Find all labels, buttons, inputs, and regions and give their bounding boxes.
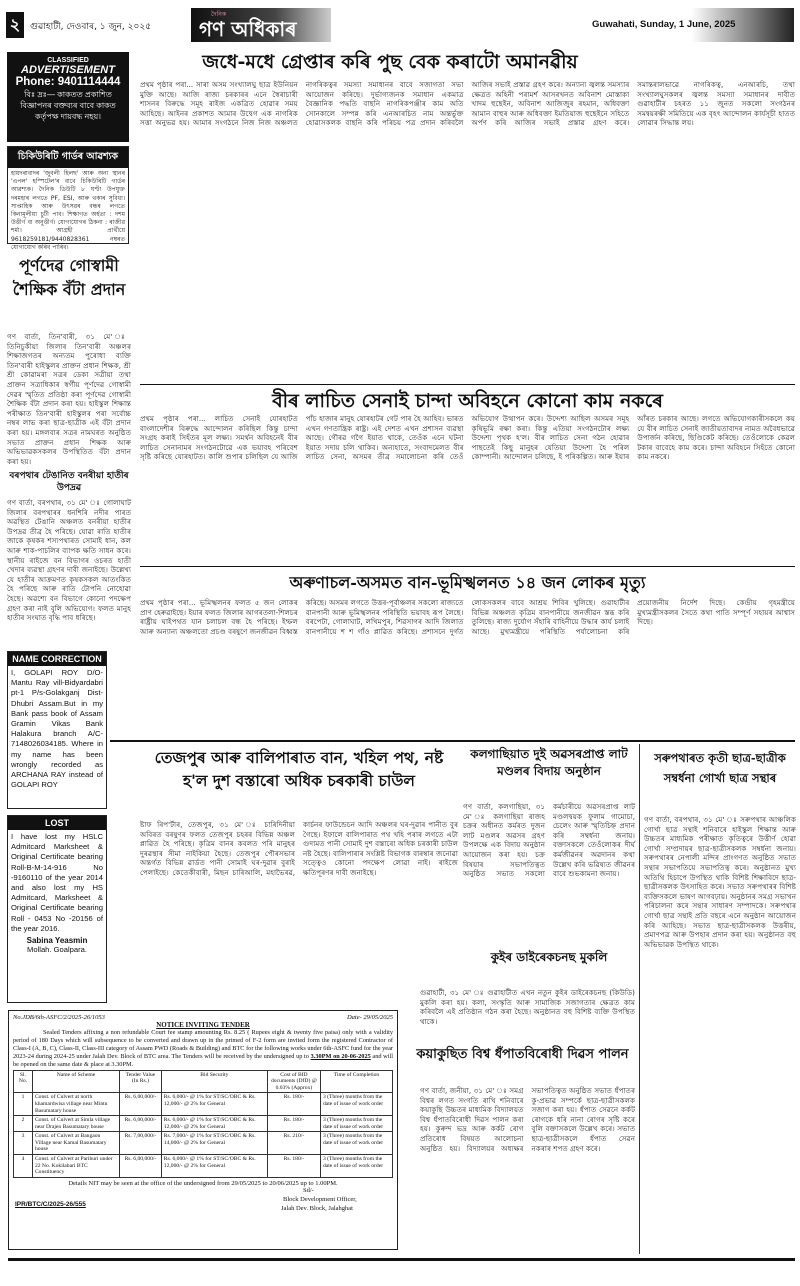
- tender-cell: 3 (Three) months from the date of issue of work order: [320, 1155, 392, 1178]
- headline-tezpur: তেজপুৰ আৰু বালিপাৰাত বান, খহিল পথ, নষ্ট হ'ল দুশ বস্তাৰো অধিক চৰকাৰী চাউল: [154, 748, 444, 790]
- classified-label: CLASSIFIED: [47, 57, 89, 64]
- tender-cell: Rs. 180/-: [267, 1093, 320, 1116]
- tender-officer: Block Development Officer,: [283, 1195, 357, 1203]
- date-english: Guwahati, Sunday, 1 June, 2025: [592, 19, 736, 30]
- divider: [110, 740, 795, 742]
- classified-phone: Phone: 9401114444: [15, 76, 121, 88]
- tender-cell: Rs. 6,00,000/-: [120, 1093, 162, 1116]
- lost-name: Sabina Yeasmin: [26, 936, 88, 946]
- article-borpathar: গণ বাৰ্তা, বৰপথাৰ, ৩১ মে' ঃ গোলাঘাট জিলাৰ বৰপথাৰৰ ধনশিৰি নদীৰ পাৰত অৱস্থিত টেঙানি অঞ্চলত বনৰীয়া হাতীৰ উপদ্ৰৱ তীব্ৰ হৈ পৰিছে। যোৱা ৰাতি হাতীৰ জাকে কৃষকৰ শস্যপথাৰত সোমাই ধান, কল আৰু শাক-পাচলিৰ ব্যাপক ক্ষতি সাধন কৰে। স্থানীয় ৰাইজে বন বিভাগৰ ওচৰত হাতী খেদাৰ ব্যৱস্থা গ্ৰহণৰ দাবী জনাইছে। উল্লেখ্য যে হাতীৰ আক্ৰমণত কৃষকসকল আতংকিত হৈ পৰিছে আৰু ৰাতি টোপনি নোহোৱা হৈছে। অৱশ্যে বন বিভাগে কোনো পদক্ষেপ গ্ৰহণ কৰা নাই বুলি অভিযোগ। ফলত মানুহ হাতীৰ সংঘাত বৃদ্ধি পাব ধৰিছে।: [7, 498, 131, 623]
- name-correction-body: I, GOLAPI ROY D/O-Mantu Ray vill-Bidyardabri pt-1 P/s-Golakganj Dist-Dhubri Assam.But in my Bank pass book of Assam Gramin Vikas Bank Halakura branch A/C-7148026034185. Where in my name has been wrongly recorded as ARCHANA RAY instead of GOLAPI ROY: [11, 668, 103, 790]
- tender-cell: 3 (Three) months from the date of issue of work order: [320, 1132, 392, 1155]
- article-directions: গুৱাহাটী, ৩১ মে' ঃ গুৱাহাটীত এখন নতুন কুইৰ ডাইৰেকচনছ (কিউডি) মুকলি কৰা হয়। কলা, সংস্কৃতি আৰু সামাজিক সজাগতাৰ ক্ষেত্ৰত কাম কৰিবলৈ এই প্ৰতিষ্ঠান গঠন কৰা হৈছে। অনুষ্ঠানত বহু বিশিষ্ট ব্যক্তি উপস্থিত থাকে।: [420, 988, 635, 1026]
- advertisement-label: ADVERTISEMENT: [21, 64, 115, 76]
- tender-sd: Sd/-: [303, 1186, 314, 1194]
- name-correction-notice: [7, 651, 107, 809]
- security-guard-ad: [7, 146, 129, 251]
- tender-cell: Rs. 6,000/- @ 1% for ST/SC/OBC & Rs. 12,000/- @ 2% for General: [161, 1155, 267, 1178]
- headline-sorupathar: সৰুপথাৰত কৃতী ছাত্ৰ-ছাত্ৰীক সম্বৰ্ধনা গোৰ্খা ছাত্ৰ সন্থাৰ: [654, 751, 786, 785]
- page-number: ২: [6, 12, 24, 38]
- tender-cell: Const. of Culvert at north khamardwisa village near Mintu Basumatary house: [32, 1093, 119, 1116]
- divider: [140, 384, 795, 385]
- tender-row: [14, 1116, 393, 1132]
- headline-lead: জধে-মধে গ্ৰেপ্তাৰ কৰি পুছ বেক কৰাটো অমানৱীয়: [202, 51, 578, 73]
- article-lead: প্ৰথম পৃষ্ঠাৰ পৰা... সাৰা অসম সংখ্যালঘু ছাত্ৰ ইউনিয়ন মুক্তি আছে। আজি ৰাজ্য চৰকাৰৰ এনে স্বৈৰাচাৰী শাসনৰ বিৰুদ্ধে সমূহ ৰাইজ একত্ৰিত হোৱাৰ সময় আহিছে। আইনৰ প্ৰকাশত আমাৰ উদ্বেগ এক নাগৰিক সত্তা অনুভৱ হয়। আমাৰ সংগঠনে নিজ নিজ অঞ্চলত নাগৰিকত্বৰ সমস্যা সমাধানৰ বাবে সজাগতা সভা আয়োজন কৰিছে। দুৰ্ভাগ্যজনক সমাধান একমাত্ৰ বৈজ্ঞানিক পদ্ধতি বাছনি নাগৰিকপঞ্জীৰ কাম অতি সোনকালে সম্পন্ন কৰি এনআৰচিত নাম অন্তৰ্ভুক্ত হোৱাসকলক বাছনি কৰি পৰিচয় পত্ৰ প্ৰদান কৰিবলৈ আজিৰ সভাই প্ৰস্তাৱ গ্ৰহণ কৰে। অন্যান্য জ্বলন্ত সমস্যাৰ ক্ষেত্ৰত অহিনী পৰামৰ্শ আসৰখনত অবিনাশ মোস্তাকা খাদম হুছেইন, অবিনাশ আজিজুৰ ৰহমান, অধিবক্তা আমান বাহুৰ আৰু অধিবক্তা ইমতিয়াজ হুছেইনে সহিতে অৰ্পণ কৰি আজিৰ সভাই প্ৰস্তাৱ গ্ৰহণ কৰে। সমান্তৰালভাৱে নাগৰিকত্ব, এনআৰচি, তথা সংখ্যালঘুসকলৰ জ্বলন্ত সমস্যা সমাধানৰ দাবীত গুৱাহাটীৰ চহৰত ১১ জুনত সকলো সংগঠনৰ সমন্বয়ৰক্ষী সমিতিয়ে এক বৃহৎ আন্দোলন কাৰ্যসূচী হাতত লোৱাৰ সিদ্ধান্ত লয়।: [140, 80, 795, 128]
- divider: [140, 566, 795, 567]
- tender-col-header: Time of Completion: [320, 1070, 392, 1093]
- headline-directions: কুইৰ ডাইৰেকচনছ মুকলি: [490, 950, 608, 964]
- article-sorupathar: গণ বাৰ্তা, বৰপথাৰ, ৩১ মে' ঃ সৰুপথাৰ আঞ্চলিক গোৰ্খা ছাত্ৰ সন্থাই শনিবাৰে হাইস্কুল শিক্ষান্ত আৰু উচ্চতৰ মাধ্যমিক পৰীক্ষাত কৃতিত্বৰে উত্তীৰ্ণ হোৱা গোৰ্খা সম্প্ৰদায়ৰ ছাত্ৰ-ছাত্ৰীসকলক সম্বৰ্ধনা জনায়। সৰুপথাৰৰ নেপালী মন্দিৰ প্ৰাংগণত অনুষ্ঠিত সভাত সন্থাৰ সভাপতিয়ে সভাপতিত্ব কৰে। অনুষ্ঠানত মুখ্য অতিথি হিচাপে উপস্থিত থাকি বিশিষ্ট শিক্ষাবিদে ছাত্ৰ-ছাত্ৰীসকলক উৎসাহিত কৰে। সভাত সৰুপথাৰৰ বিশিষ্ট ব্যক্তিসকলে ভাষণ আগবঢ়ায়। অনুষ্ঠানৰ সমগ্ৰ সভাখন পৰিচালনা কৰে সন্থাৰ সাধাৰণ সম্পাদকে। সৰুপথাৰ গোৰ্খা ছাত্ৰ সন্থাই প্ৰতি বছৰে এনে অনুষ্ঠান আয়োজন কৰি আহিছে। সভাত ছাত্ৰ-ছাত্ৰীসকলক উত্তৰীয়, প্ৰমাণপত্ৰ আৰু উপহাৰ প্ৰদান কৰা হয়। অনুষ্ঠানত বহু অভিভাৱক উপস্থিত থাকে।: [644, 815, 796, 949]
- lost-body: I have lost my HSLC Admitcard Marksheet & Original Certificate bearing Roll-B-M-14-916 No -9160110 of the year 2014 and also lost my HS Admitcard, Marksheet & Original Certificate bearing Roll - 0453 No -20156 of the year 2016.: [11, 832, 103, 933]
- lost-notice: [7, 815, 107, 1003]
- article-kalgachia: গণ বাৰ্তা, কলগাছিয়া, ৩১ মে' ঃ কলগাছিয়া ৰাজহ চক্ৰৰ অধীনত কৰ্মৰত দুজন লাট মণ্ডলৰ অৱসৰ গ্ৰহণ উপলক্ষে এক বিদায় অনুষ্ঠান আয়োজন কৰা হয়। চক্ৰ বিষয়াৰ সভাপতিত্বত অনুষ্ঠিত সভাত সকলো কৰ্মচাৰীয়ে অৱসৰপ্ৰাপ্ত লাট মণ্ডলদ্বয়ক ফুলাম গামোচা, চেলেং আৰু স্মৃতিচিহ্ন প্ৰদান কৰি সম্বৰ্ধনা জনায়। বক্তাসকলে তেওঁলোকৰ দীৰ্ঘ কৰ্মজীৱনৰ অৱদানৰ কথা উল্লেখ কৰি ভৱিষ্যত জীৱনৰ বাবে শুভকামনা জনায়।: [463, 802, 635, 879]
- tender-cell: Rs. 180/-: [267, 1155, 320, 1178]
- article-kayakuchi: গণ বাৰ্তা, জনীয়া, ৩১ মে' ঃ সমগ্ৰ বিশ্বৰ লগত সংগতি ৰাখি শনিবাৰে কয়াকুছি উচ্চতৰ মাধ্যমিক বিদ্যালয়ত বিশ্ব ধঁপাতবিৰোধী দিৱস পালন কৰা হয়। কুৰুন্দ ভদ্ৰ আৰু কৰ্কট ৰোগ প্ৰতিৰোধ বিষয়ত আলোচনা অনুষ্ঠিত হয়। বিদ্যালয়ৰ অধ্যক্ষৰ সভাপতিত্বত অনুষ্ঠিত সভাত ধঁপাতৰ কু-প্ৰভাৱ সম্পৰ্কে ছাত্ৰ-ছাত্ৰীসকলক সজাগ কৰা হয়। ধঁপাত সেৱনে কৰ্কট ৰোগকে ধৰি নানা ৰোগৰ সৃষ্টি কৰে বুলি বক্তাসকলে উল্লেখ কৰে। সভাত ছাত্ৰ-ছাত্ৰীসকলে ধঁপাত সেৱন নকৰাৰ শপত গ্ৰহণ কৰে।: [420, 1086, 635, 1153]
- tender-col-header: Bid Security: [161, 1070, 267, 1093]
- tender-cell: Rs. 180/-: [267, 1116, 320, 1132]
- bottom-rule: [8, 1258, 795, 1261]
- tender-cell: Rs. 7,000/- @ 1% for ST/SC/OBC & Rs. 14,000/- @ 2% for General: [161, 1132, 267, 1155]
- security-ad-body: হায়দৰাবাদৰ 'জুবলী হিলছ' আৰু অন্য স্থানৰ 'এপল' হস্পিটেল'ৰ বাবে চিকিউৰিটি গাৰ্ডৰ আৱশ্যক। দৈনিক ডিউটি ৮ ঘণ্টা উপযুক্ত দৰমহাৰ লগতে PF, ESI, আৰু থকাৰ সুবিধা। সাপ্তাহিক আৰু উৎসৱৰ বন্ধৰ লগতে কিনামূলীয়া চুটী পাব। শিক্ষাগত অৰ্হতা : দশম উত্তীৰ্ণ বা অনুত্তীৰ্ণ। যোগাযোগৰ ঠিকনা : ৰাজীৱ শৰ্মা। আগ্ৰহী প্ৰাৰ্থীয়ে 9618259181/9440828361 নম্বৰত যোগাযোগ কৰিব পাৰিব।: [11, 170, 125, 251]
- lost-title: LOST: [8, 816, 106, 830]
- masthead-small: দৈনিক: [211, 11, 227, 18]
- tender-deadline: 3.30PM on 20-06-2025: [310, 1052, 371, 1060]
- headline-arunachal: অৰুণাচল-অসমত বান-ভূমিস্খলনত ১৪ জন লোকৰ মৃত্যু: [289, 573, 646, 592]
- name-correction-title: NAME CORRECTION: [8, 652, 106, 666]
- headline-kalgachia: কলগাছিয়াত দুই অৱসৰপ্ৰাপ্ত লাট মণ্ডলৰ বিদায় অনুষ্ঠান: [470, 747, 628, 778]
- classified-box: [7, 52, 129, 142]
- tender-pr-number: IPR/BTC/C/2025-26/555: [15, 1200, 86, 1208]
- lost-place: Mollah. Goalpara.: [27, 945, 87, 955]
- tender-row: [14, 1093, 393, 1116]
- tender-footer: Details NIT may be seen at the office of the undersigned from 29/05/2025 to 20/06/2025 up to 1.00PM.: [68, 1179, 338, 1187]
- tender-date: Date- 29/05/2025: [346, 1014, 393, 1021]
- tender-title: NOTICE INVITING TENDER: [156, 1021, 250, 1029]
- tender-office: Jalah Dev. Block, Jalahghat: [281, 1204, 353, 1212]
- tender-body-text: Sealed Tenders affixing a non refundable Court fee stamp amounting Rs. 8.25 ( Rupees eight & twenty five paisa) only with a validity period of 180 Days which will subsequence to be converted and drawn up in the primed of F-2 form are invited form the registered Contractor of Class-I (A, B, C), Class-II, Class-III category of Assam PWD (Roads & Building) and BTC for the following works under 6th-ASFC fund for the year 2023-24 during 2024-25 under Jalah Dev. Block of BTC area. The Tenders will be received by the undersigned up to: [13, 1029, 393, 1060]
- tender-row: [14, 1155, 393, 1178]
- tender-body-text-end: and will be opened on the same date & place at 3.30PM.: [13, 1052, 393, 1068]
- sorupathar-divider: [639, 744, 640, 1254]
- tender-cell: 3 (Three) months from the date of issue of work order: [320, 1116, 392, 1132]
- tender-cell: Rs. 6,00,000/-: [120, 1116, 162, 1132]
- tender-body: [13, 1029, 393, 1069]
- masthead: [191, 8, 331, 42]
- tender-cell: Const. of Culvert at Simla village near Drajen Basumatary house: [32, 1116, 119, 1132]
- headline-borpathar: বৰপথাৰ টেঙানিত বনৰীয়া হাতীৰ উপদ্ৰৱ: [9, 471, 129, 493]
- tender-row: [14, 1132, 393, 1155]
- tender-cell: Rs. 6,000/- @ 1% for ST/SC/OBC & Rs. 12,000/- @ 2% for General: [161, 1116, 267, 1132]
- tender-cell: Const. of Culvert at Bangaon Village near Kamal Basumatary house: [32, 1132, 119, 1155]
- tender-table-header: [14, 1070, 393, 1093]
- tender-notice: [8, 1010, 398, 1250]
- tender-cell: Rs. 210/-: [267, 1132, 320, 1155]
- masthead-title: গণ অধিকাৰ: [199, 17, 297, 41]
- tender-cell: Rs. 6,00,000/-: [120, 1155, 162, 1178]
- security-ad-title: চিকিউৰিটি গাৰ্ডৰ আৱশ্যক: [8, 147, 128, 168]
- tender-col-header: Tender Value (In Rs.): [120, 1070, 162, 1093]
- article-purnadev: গণ বাৰ্তা, তিন'বাৰী, ৩১ মে' ঃ তিনিচুকীয়া জিলাৰ তিন'বাৰী অঞ্চলৰ শিক্ষাজগতৰ অন্যতম পুৰোধা ব্যক্তি তিন'বাৰী হাইস্কুলৰ প্ৰাক্তন প্ৰধান শিক্ষক, শ্ৰী শ্ৰী কোৱামৰা সত্ৰৰ ডেকা সত্ৰীয়া তথা প্ৰাক্তন সত্ৰাধিকাৰ স্বৰ্গীয় পূৰ্ণদেৱ গোস্বামী দেৱৰ স্মৃতিত প্ৰতিষ্ঠা কৰা পূৰ্ণদেৱ গোস্বামী শৈক্ষিক বঁটা প্ৰদান কৰা হয়। হাইস্কুল শিক্ষান্ত পৰীক্ষাত তিন'বাৰী হাইস্কুলৰ পৰা সৰ্বোচ্চ নম্বৰ লাভ কৰা ছাত্ৰ-ছাত্ৰীক এই বঁটা প্ৰদান কৰা হয়। মঙ্গলবাৰ সত্ৰৰ নামঘৰত অনুষ্ঠিত সভাত প্ৰাক্তন প্ৰধান শিক্ষক আৰু অভিভাৱকসকলৰ উপস্থিতিত বঁটা প্ৰদান কৰা হয়।: [7, 332, 131, 466]
- tender-cell: Const. of Culvert at Pariburi under 22 No. Kokilabari BTC Constituency: [32, 1155, 119, 1178]
- article-lachit: প্ৰথম পৃষ্ঠাৰ পৰা... লাচিত সেনাই যোৰহাটত বাংলাদেশীৰ বিৰুদ্ধে আন্দোলন কৰিছিল কিন্তু চান্দা সংগ্ৰহ কৰাই সিহঁতৰ মূল লক্ষ্য। সমৰ্থন অবিহনেই বীৰ লাচিত সেনানামৰ সংগঠনটোৱে এক ভয়াবহ পৰিবেশ সৃষ্টি কৰিছে যোৰহাটত। কালি শুপাৰ চলিছিল যে আজি পাঁচ হাজাৰ মানুহ যোৰহাটৰ গেট পাৰ হৈ আহিব। ভাৰত এখন গণতান্ত্ৰিক ৰাষ্ট্ৰ। এই দেশত এখন প্ৰশাসন ব্যৱস্থা আছে। গৌৰৱ গগৈ ইয়াত থাকে, তেওঁক এনে ঘটনা ইয়াত সদায় চলি থাকিব। অন্যহাতে, সংবাদমেলত বীৰ লাচিত সেনা, অসমৰ তীব্ৰ সমালোচনা কৰি তেওঁ অভিযোগ উত্থাপন কৰে। উদ্দেশ্য আছিল অসমৰ সমূহ কৃষিভূমি ৰক্ষা কৰা। কিন্তু এতিয়া সংগঠনটোৰ লক্ষ্য উদ্দেশ্য পৃথক হ'ল। বীৰ লাচিত সেনা গঠন হোৱাৰ পাছতেই কিছু মানুহৰ যেতিয়া উদ্দেশ্য হৈ পৰিল কোম্পানী। আন্দোলন চলিছে, ই পৰিকল্পিত। আৰু ইয়াৰ আঁৰত চৰকাৰ আছে। লগতে অভিযোগকাৰীসকলে কয় যে বীৰ লাচিত সেনাই জাতীয়তাবাদৰ নামত অবৈধভাৱে উপাৰ্জন কৰিছে, ছিণ্ডিকেট কৰিছে। তেওঁলোকে কেৱল টকাৰ বাবেহে কাম কৰে। চান্দা অবিহনে সিহঁতে কোনো কাম নকৰে।: [140, 414, 795, 462]
- tender-table: [13, 1070, 393, 1178]
- tender-col-header: Cost of BID documents (DfD) @ 0.03% (Approx): [267, 1070, 320, 1093]
- tender-ref: No.JDB/6th-ASFC/2/2025-26/1053: [13, 1014, 105, 1021]
- tender-cell: 4: [14, 1155, 33, 1178]
- date-assamese: গুৱাহাটী, দেওবাৰ, ১ জুন, ২০২৫: [30, 22, 152, 32]
- page-header: [6, 8, 794, 42]
- tender-cell: 3: [14, 1132, 33, 1155]
- tender-cell: Rs. 6,000/- @ 1% for ST/SC/OBC & Rs. 12,000/- @ 2% for General: [161, 1093, 267, 1116]
- tender-cell: Rs. 7,00,000/-: [120, 1132, 162, 1155]
- tender-cell: 1: [14, 1093, 33, 1116]
- tender-cell: 3 (Three) months from the date of issue of work order: [320, 1093, 392, 1116]
- article-tezpur: ষ্টাফ ৰিপ'ৰ্টাৰ, তেজপুৰ, ৩১ মে' ঃ চাৰিদিনীয়া অবিৰত বৰষুণৰ ফলত তেজপুৰ চহৰৰ বিভিন্ন অঞ্চল প্লাৱিত হৈ পৰিছে। কৃত্ৰিম বানৰ কবলত পৰি মানুহৰ দুৰৱস্থাৰ সীমা নাইকিয়া হৈছে। তেজপুৰ পৌৰসভাৰ অন্তৰ্গত বিভিন্ন ৱাৰ্ডত পানী সোমাই ঘৰ-দুৱাৰ বুৰাই পেলাইছে। কেতেকীবাৰী, মিছন চাৰিআলি, মহাভৈৰৱ, কাৰ্চনৰ ফাউন্ডেচন আদি অঞ্চলৰ ঘৰ-দুৱাৰ পানীত বুৰ গৈছে। ইফালে বালিপাৰাত পথ খহি পৰাৰ লগতে এটা গুদামত পানী সোমাই দুশ বস্তাৰো অধিক চৰকাৰী চাউল নষ্ট হৈছে। বালিপাৰাৰ সংশ্লিষ্ট বিভাগক বাৰম্বাৰ জনোৱা সত্ত্বেও কোনো পদক্ষেপ লোৱা নাই। ৰাইজে ক্ষতিপূৰণৰ দাবী জনাইছে।: [140, 820, 458, 877]
- headline-purnadev: পূৰ্ণদেৱ গোস্বামী শৈক্ষিক বঁটা প্ৰদান: [12, 256, 126, 299]
- headline-kayakuchi: কয়াকুছিত বিশ্ব ধঁপাতবিৰোধী দিৱস পালন: [416, 1047, 629, 1062]
- tender-col-header: Sl. No.: [14, 1070, 33, 1093]
- article-arunachal: প্ৰথম পৃষ্ঠাৰ পৰা... ভূমিস্খলনৰ ফলত ৫ জন লোকৰ প্ৰাণ হেৰুৱাইছে। ইয়াৰ ফলত জিলাৰ আগৰতলা-শিলচৰ ৰাষ্ট্ৰীয় ঘাইপথত যান চলাচল বন্ধ হৈ পৰিছে। ইম্ফল আৰু অন্যান্য অঞ্চলতো প্ৰচণ্ড বৰষুণে জনজীৱন বিধ্বস্ত কৰিছে। অসমৰ লগতে উত্তৰ-পূৰ্বাঞ্চলৰ সকলো ৰাজ্যতে বানপানী আৰু ভূমিস্খলনৰ পৰিস্থিতি ভয়াবহ ৰূপ লৈছে। বৰপেটা, গোলাঘাট, লখিমপুৰ, শিৱসাগৰ আদি জিলাত বানপানীয়ে শ শ গাঁও প্লাৱিত কৰিছে। প্ৰশাসনে দুৰ্গত লোকসকলৰ বাবে আশ্ৰয় শিবিৰ খুলিছে। গুৱাহাটীৰ বিভিন্ন অঞ্চলত কৃত্ৰিম বানপানীয়ে জনজীৱন স্তব্ধ কৰি তুলিছে। ৰাজ্য দুৰ্যোগ সঁহাৰি বাহিনীয়ে উদ্ধাৰ কাৰ্য চলাই আছে। মুখ্যমন্ত্ৰীয়ে পৰিস্থিতি পৰ্যালোচনা কৰি প্ৰয়োজনীয় নিৰ্দেশ দিছে। কেন্দ্ৰীয় গৃহমন্ত্ৰীয়ে মুখ্যমন্ত্ৰীসকলৰ সৈতে কথা পাতি সম্পূৰ্ণ সহায়ৰ আশ্বাস দিছে।: [140, 598, 795, 636]
- headline-lachit: বীৰ লাচিত সেনাই চান্দা অবিহনে কোনো কাম নকৰে: [272, 390, 663, 412]
- classified-note: বিঃ দ্ৰঃ— কাকতত প্ৰকাশিত বিজ্ঞাপনৰ বক্তব্যৰ বাবে কাকত কৰ্তৃপক্ষ দায়বদ্ধ নহয়।: [20, 90, 116, 121]
- tender-cell: 2: [14, 1116, 33, 1132]
- tender-col-header: Name of Scheme: [32, 1070, 119, 1093]
- tender-table-body: [14, 1093, 393, 1178]
